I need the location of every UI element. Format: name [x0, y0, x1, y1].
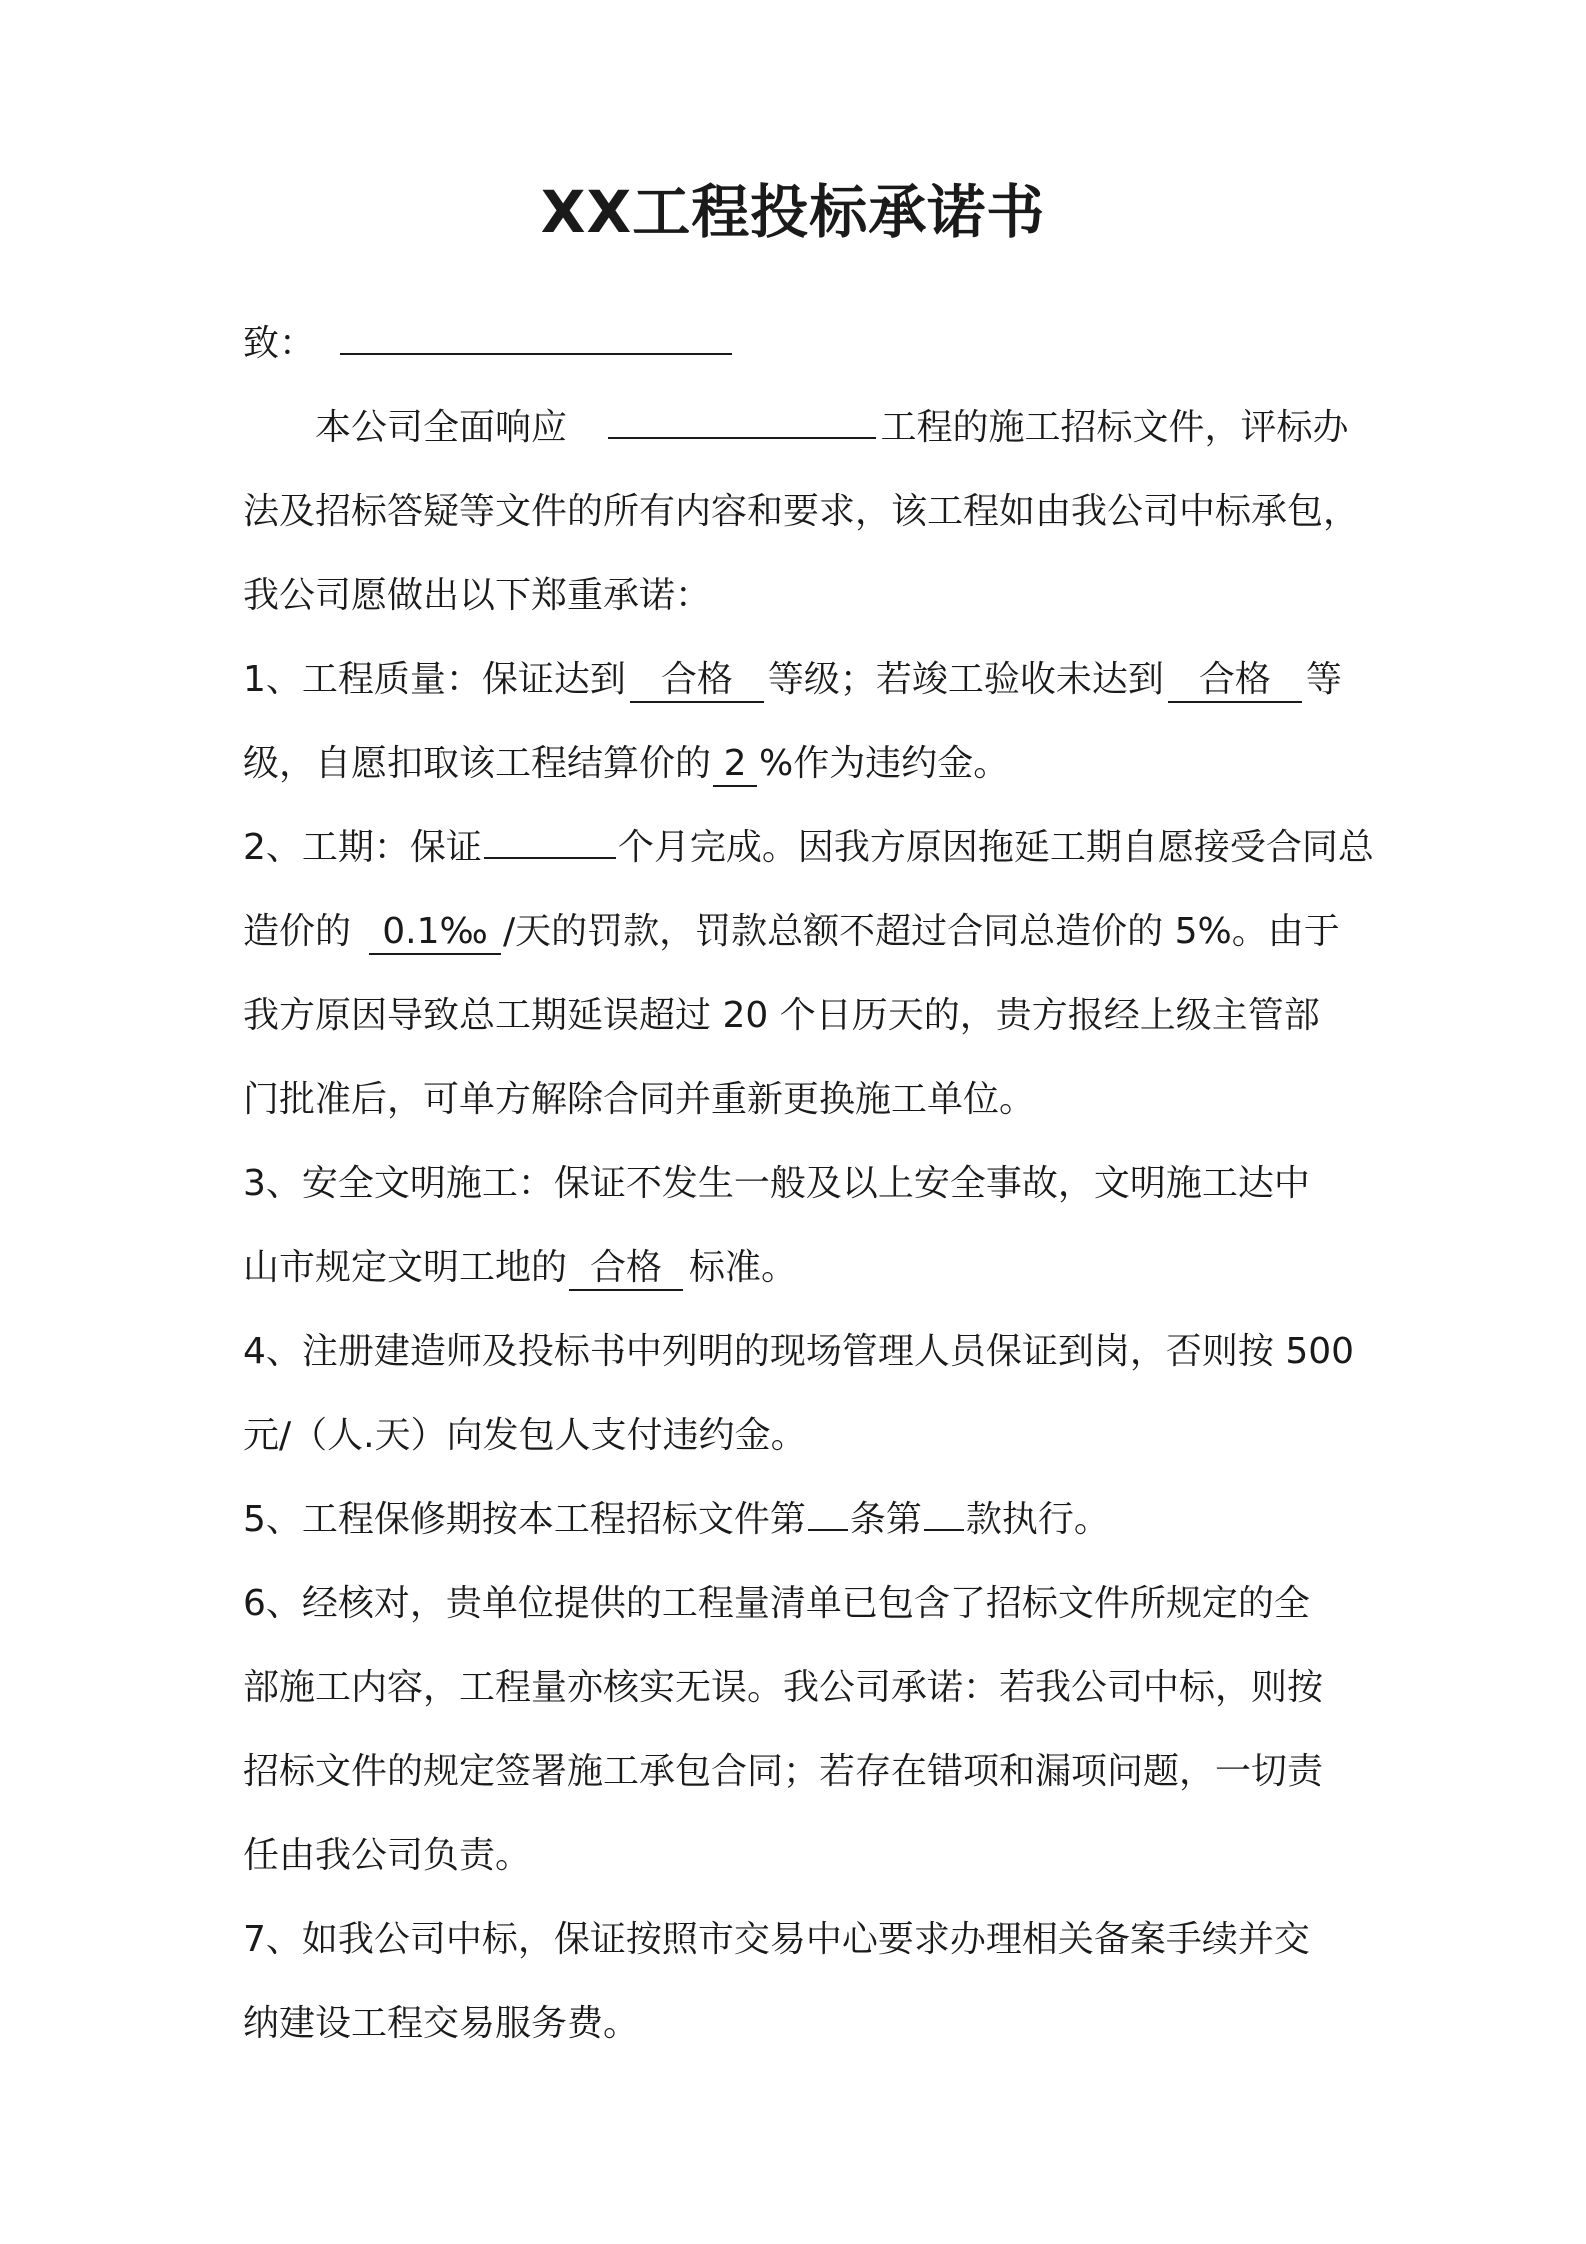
civilized-standard-blank[interactable]: 合格	[569, 1245, 683, 1291]
item2-text-c: 造价的	[243, 911, 352, 952]
item1-text-b: 等级；若竣工验收未达到	[767, 659, 1164, 700]
document-body	[243, 302, 1373, 2066]
intro-line-2: 法及招标答疑等文件的所有内容和要求，该工程如由我公司中标承包，	[243, 491, 1360, 532]
clause-number-blank[interactable]	[924, 1485, 964, 1531]
item7-line-1: 7、如我公司中标，保证按照市交易中心要求办理相关备案手续并交	[243, 1919, 1310, 1960]
item2-line-3: 我方原因导致总工期延误超过 20 个日历天的，贵方报经上级主管部	[243, 995, 1320, 1036]
intro-line-3: 我公司愿做出以下郑重承诺：	[243, 575, 712, 616]
item5-text-c: 款执行。	[965, 1499, 1110, 1540]
penalty-percent-blank[interactable]: 2	[713, 741, 757, 787]
item3-line-2	[243, 1226, 1373, 1310]
document-title: XX工程投标承诺书	[540, 178, 1046, 246]
item1-text-d: 级，自愿扣取该工程结算价的	[243, 743, 712, 784]
recipient-blank[interactable]	[340, 309, 732, 355]
item6-line-3: 招标文件的规定签署施工承包合同；若存在错项和漏项问题，一切责	[243, 1751, 1324, 1792]
item2-line-1	[243, 806, 1373, 890]
acceptance-grade-blank[interactable]: 合格	[1168, 657, 1302, 703]
item2-text-a: 2、工期：保证	[243, 827, 482, 868]
item7-line-2: 纳建设工程交易服务费。	[243, 2003, 640, 2044]
item1-text-a: 1、工程质量：保证达到	[243, 659, 626, 700]
daily-penalty-blank[interactable]: 0.1‰	[369, 909, 501, 955]
item1-text-e: %作为违约金。	[759, 743, 1010, 784]
item2-line-4: 门批准后，可单方解除合同并重新更换施工单位。	[243, 1079, 1036, 1120]
item5-text-b: 条第	[849, 1499, 922, 1540]
item5-line-1	[243, 1478, 1373, 1562]
to-label: 致：	[243, 323, 316, 364]
item1-line-2	[243, 722, 1373, 806]
item4-line-2: 元/（人.天）向发包人支付违约金。	[243, 1415, 807, 1456]
project-name-blank[interactable]	[608, 393, 876, 439]
item6-line-4: 任由我公司负责。	[243, 1835, 532, 1876]
intro-line-1	[243, 386, 1373, 470]
item3-text-b: 标准。	[689, 1247, 798, 1288]
item1-text-c: 等	[1305, 659, 1342, 700]
item2-line-2	[243, 890, 1373, 974]
item6-line-1: 6、经核对，贵单位提供的工程量清单已包含了招标文件所规定的全	[243, 1583, 1310, 1624]
intro-text: 本公司全面响应	[315, 407, 568, 448]
intro-text-cont: 工程的施工招标文件，评标办	[880, 407, 1349, 448]
item2-text-d: /天的罚款，罚款总额不超过合同总造价的 5%。由于	[503, 911, 1340, 952]
item1-line-1	[243, 638, 1373, 722]
item3-line-1: 3、安全文明施工：保证不发生一般及以上安全事故，文明施工达中	[243, 1163, 1310, 1204]
months-blank[interactable]	[484, 813, 616, 859]
item4-line-1: 4、注册建造师及投标书中列明的现场管理人员保证到岗，否则按 500	[243, 1331, 1355, 1372]
article-number-blank[interactable]	[808, 1485, 848, 1531]
quality-grade-blank[interactable]: 合格	[630, 657, 764, 703]
item5-text-a: 5、工程保修期按本工程招标文件第	[243, 1499, 806, 1540]
item2-text-b: 个月完成。因我方原因拖延工期自愿接受合同总	[617, 827, 1374, 868]
to-line	[243, 302, 1373, 386]
item6-line-2: 部施工内容，工程量亦核实无误。我公司承诺：若我公司中标，则按	[243, 1667, 1324, 1708]
item3-text-a: 山市规定文明工地的	[243, 1247, 568, 1288]
